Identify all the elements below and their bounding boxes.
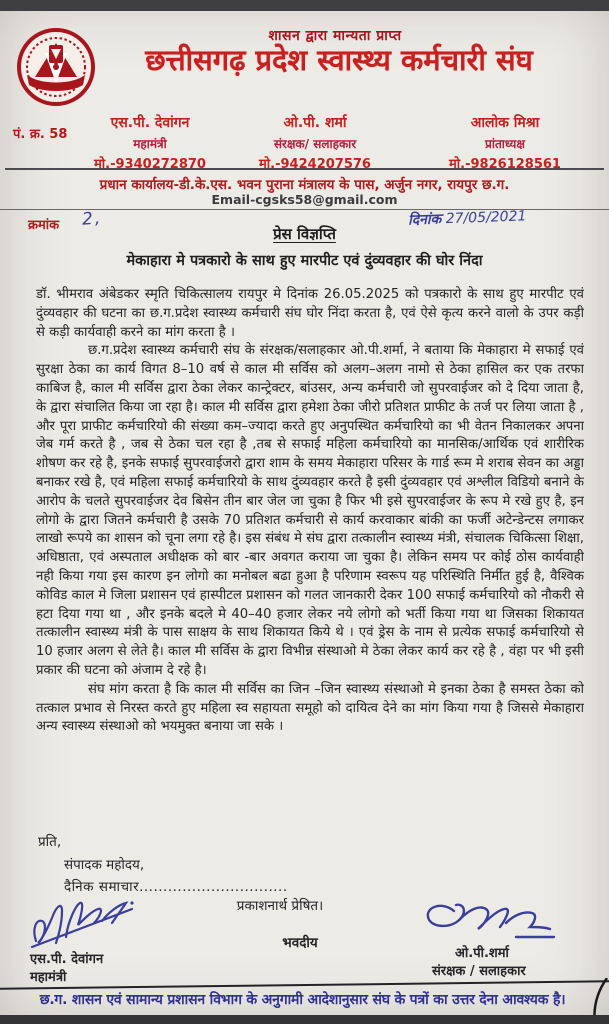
copy-to-label: प्रति,	[38, 834, 62, 850]
document-type-title: प्रेस विज्ञप्ति	[273, 225, 336, 243]
official-role: संरक्षक/ सलाहकार	[273, 137, 357, 151]
signatory-left-name: एस.पी. देवांगन	[30, 952, 104, 967]
official-phone: मो.-9826128561	[449, 157, 561, 172]
body-paragraph: संघ मांग करता है कि काल मी सर्विस का जिन –जिन स्वास्थ्य संस्थाओ मे इनका ठेका है समस्त ठेका को तत्काल प्रभाव से निरस्त करते हुए महिला स्व सहायता समूहो को दायित्व देने का मांग किया गया है जिससे मेकाहारा अन्य स्वास्थ्य संस्थाओ को भयमुक्त बनाया जा सके ।	[36, 681, 584, 735]
footer-divider-line	[0, 980, 609, 990]
serial-number-handwritten: 2,	[81, 208, 103, 230]
date-label: दिनांक	[407, 211, 442, 229]
signature-right-scribble	[420, 893, 560, 949]
letterhead-divider	[5, 168, 604, 170]
official-name: ओ.पी. शर्मा	[283, 115, 347, 131]
press-headline: मेकाहारा मे पत्रकारो के साथ हुए मारपीट एवं दुंव्यवहार की घोर निंदा	[126, 253, 483, 269]
official-patron-advisor	[235, 112, 395, 176]
official-state-president	[415, 112, 595, 176]
date-value: 27/05/2021	[445, 208, 527, 228]
recognition-tagline: शासन द्वारा मान्यता प्राप्त	[268, 28, 402, 44]
press-body	[36, 286, 584, 832]
official-name: एस.पी. देवांगन	[110, 115, 190, 131]
email-address: Email-cgsks58@gmail.com	[211, 192, 398, 207]
official-phone: मो.-9424207576	[259, 157, 371, 172]
union-emblem-logo	[15, 23, 97, 117]
signature-left-scribble	[28, 893, 140, 955]
serial-number-label: क्रमांक	[28, 218, 60, 233]
official-name: आलोक मिश्रा	[470, 115, 540, 131]
scan-artifact-top-bar	[0, 0, 609, 11]
footer-instruction-note: छ.ग. शासन एवं सामान्य प्रशासन विभाग के अनुगामी आदेशानुसार संघ के पत्रों का उत्तर देना आवश्यक है।	[39, 992, 566, 1008]
official-role: महामंत्री	[133, 137, 167, 151]
head-office-address: प्रधान कार्यालय-डी.के.एस. भवन पुराना मंत्रालय के पास, अर्जुन नगर, रायपुर छ.ग.	[99, 177, 510, 193]
scan-artifact-bottom-bar	[0, 1015, 609, 1024]
closing-salutation: भवदीय	[282, 935, 318, 951]
official-phone: मो.-9340272870	[94, 157, 206, 172]
publish-note: प्रकाशनार्थ प्रेषित।	[236, 898, 324, 914]
signatory-right-role: संरक्षक / सलाहकार	[432, 964, 526, 979]
organization-name: छत्तीसगढ़ प्रदेश स्वास्थ्य कर्मचारी संघ	[145, 43, 533, 77]
copy-to-newspaper-blank: दैनिक समाचार...............................	[64, 879, 288, 895]
registration-number: पं. क्र. 58	[13, 127, 68, 142]
official-general-secretary	[70, 112, 230, 176]
signatory-right-name: ओ.पी.शर्मा	[455, 946, 509, 961]
body-paragraph: डॉ. भीमराव अंबेडकर स्मृति चिकित्सालय रायपुर मे दिनांक 26.05.2025 को पत्रकारो के साथ हुए मारपीट एवं दुंव्यवहार की घटना का छ.ग.प्रदेश स्वास्थ्य कर्मचारी संघ घोर निंदा करता है, एवं ऐसे कृत्य करने वालो के उपर कड़ी से कड़ी कार्यवाही करने का मांग करता है ।	[36, 287, 584, 340]
copy-to-editor: संपादक महोदय,	[64, 857, 145, 873]
official-role: प्रांताध्यक्ष	[485, 137, 525, 151]
body-paragraph: छ.ग.प्रदेश स्वास्थ्य कर्मचारी संघ के संरक्षक/सलाहकार ओ.पी.शर्मा, ने बताया कि मेकाहारा मे सफाई एवं सुरक्षा ठेका का कार्य विगत 8–10 वर्ष से काल मी सर्विस को अलग–अलग नामो से ठेका हासिल कर एक तरफा काबिज है, काल मी सर्विस द्वारा ठेका लेकर कान्ट्रेक्टर, बांउसर, अन्य कर्मचारी जो सुपरवाईजर को दे दिया जाता है, के द्वारा संचालित किया जा रहा है। काल मी सर्विस द्वारा हमेशा ठेका जीरो प्रतिशत प्राफीट के तर्ज पर लिया जाता है , और पूरा प्राफीट कर्मचारियो की संख्या कम–ज्यादा करते हुए अनुपस्थित कर्मचारियो का भी वेतन निकालकर अपना जेब गर्म करते है , जब से ठेका चल रहा है ,तब से सफाई महिला कर्मचारियो का मानसिक/आर्थिक एवं शारीरिक शोषण कर रहे है, इनके सफाई सुपरवाईजरो द्वारा शाम के समय मेकाहारा परिसर के गार्ड रूम मे शराब सेवन का अड्डा बनाकर रखे है, एवं महिला सफाई कर्मचारियो के साथ दुंव्यवहार करते है इसी दुंव्यवहार एवं अश्लील विडियो बनाने के आरोप के चलते सुपरवाईजर देव बिसेन तीन बार जेल जा चुका है फिर भी इसे सुपरवाईजर के रूप मे रखे हुए है, इन लोगो के द्वारा जितने कर्मचारी है उसके 70 प्रतिशत कर्मचारी से कार्य करवाकार बांकी का फर्जी अटेन्डेन्टस लगाकर लाखो रूपये का शासन को चूना लगा रहे है। इस संबंध मे संघ द्वारा तत्कालीन स्वास्थ्य मंत्री, संचालक चिकित्सा शिक्षा, अधिष्ठाता, एवं अस्पताल अधीक्षक को बार -बार अवगत कराया जा चुका है। लेकिन समय पर कोई ठोस कार्यवाही नही किया गया इस कारण इन लोगो का मनोबल बढा हुआ है परिणाम स्वरूप यह परिस्थिति निर्मीत हुई है, वैश्विक कोविड काल मे जिला प्रशासन एवं हास्पीटल प्रशासन को गलत जानकारी देकर 100 सफाई कर्मचारियो को नौकरी से हटा दिया गया था , और इनके बदले मे 40–40 हजार लेकर नये लोगो को भर्ती किया गया था जिसका शिकायत तत्कालीन स्वास्थ्य मंत्री के पास साक्षय के साथ शिकायत किये थे । एवं ड्रेस के नाम से प्रत्येक सफाई कर्मचारियो से 10 हजार अलग से लेते है। काल मी सर्विस के द्वारा विभीन्न संस्थाओ मे ठेका लेकर कार्य कर रहे है , वंहा पर भी इसी प्रकार की घटना को अंजाम दे रहे है।	[36, 343, 584, 678]
signatory-left-role: महामंत्री	[30, 970, 67, 985]
